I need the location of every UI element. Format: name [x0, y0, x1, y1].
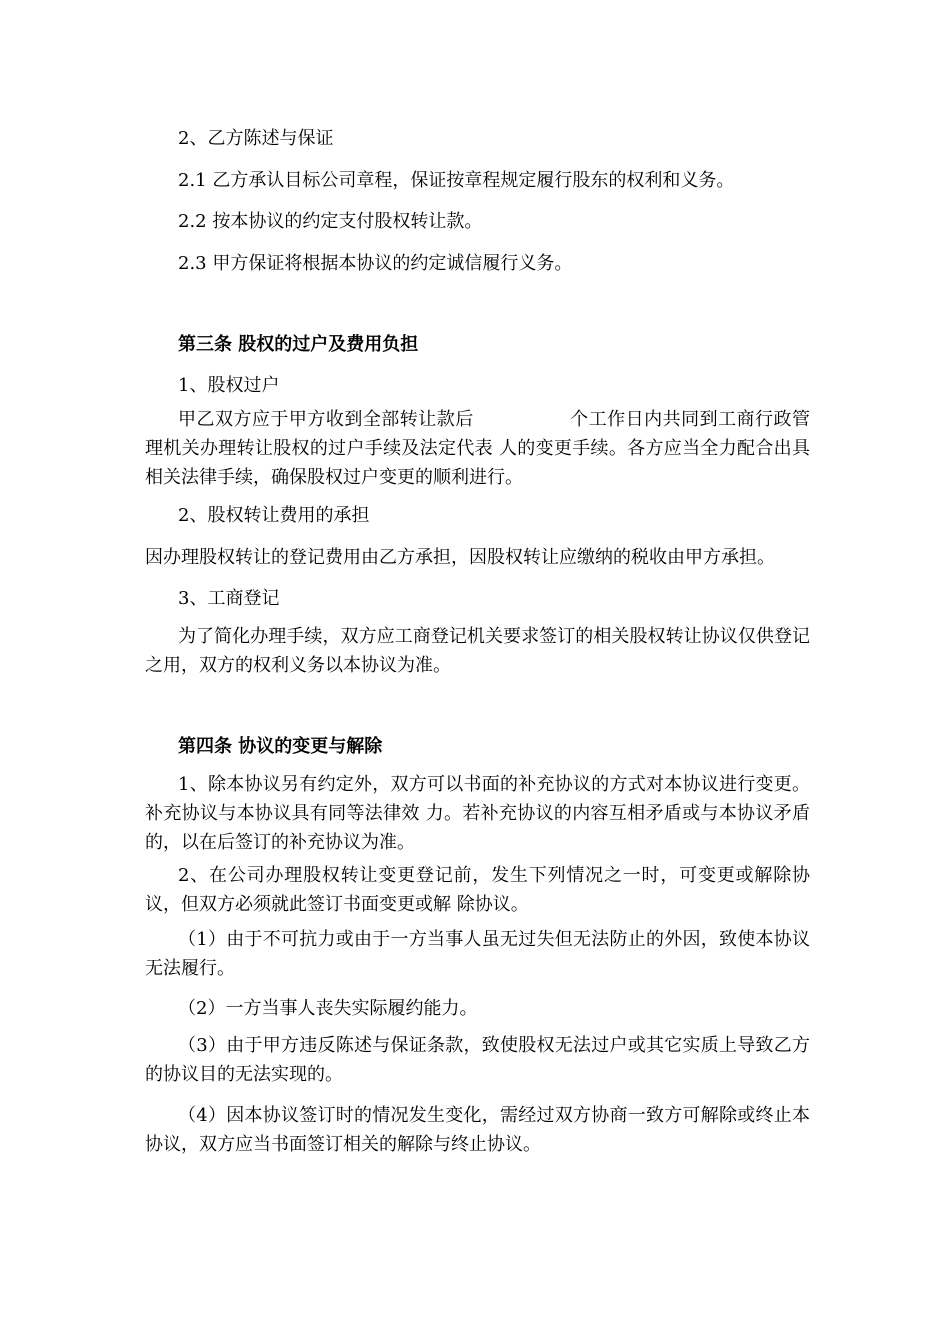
- clause-2-2: 2.2 按本协议的约定支付股权转让款。: [178, 211, 483, 232]
- sub1-text-start: 甲乙双方应于甲方收到全部转让款后: [178, 409, 474, 430]
- article-3-title: 第三条 股权的过户及费用负担: [178, 334, 419, 355]
- article-4-para-2: 2、在公司办理股权转让变更登记前，发生下列情况之一时，可变更或解除协议，但双方必须就此签订书面变更或解 除协议。: [145, 865, 810, 915]
- article-3-sub2-text: 因办理股权转让的登记费用由乙方承担，因股权转让应缴纳的税收由甲方承担。: [145, 547, 775, 568]
- article-3-sub3-text: 为了简化办理手续，双方应工商登记机关要求签订的相关股权转让协议仅供登记之用，双方的权利义务以本协议为准。: [145, 626, 810, 676]
- condition-4: （4）因本协议签订时的情况发生变化，需经过双方协商一致方可解除或终止本协议，双方应当书面签订相关的解除与终止协议。: [145, 1105, 810, 1155]
- sub1-text-end: 个工作日内共同到工商行政管理机关办理转让股权的过户手续及法定代表 人的变更手续。各方应当全力配合出具相关法律手续，确保股权过户变更的顺利进行。: [145, 409, 811, 488]
- article-3-sub2-heading: 2、股权转让费用的承担: [178, 505, 370, 526]
- condition-3: （3）由于甲方违反陈述与保证条款，致使股权无法过户或其它实质上导致乙方的协议目的无法实现的。: [145, 1035, 810, 1085]
- clause-2-1: 2.1 乙方承认目标公司章程，保证按章程规定履行股东的权利和义务。: [178, 170, 735, 191]
- article-3-sub1-paragraph: [145, 405, 810, 492]
- article-4-title: 第四条 协议的变更与解除: [178, 736, 383, 757]
- condition-2: （2）一方当事人丧失实际履约能力。: [178, 998, 478, 1019]
- article-4-para-1: 1、除本协议另有约定外，双方可以书面的补充协议的方式对本协议进行变更。补充协议与本协议具有同等法律效 力。若补充协议的内容互相矛盾或与本协议矛盾的，以在后签订的补充协议为准。: [145, 774, 810, 853]
- article-3-sub3-heading: 3、工商登记: [178, 588, 280, 609]
- article-3-sub1-heading: 1、股权过户: [178, 375, 280, 396]
- section-heading-representations: 2、乙方陈述与保证: [178, 128, 334, 149]
- condition-1: （1）由于不可抗力或由于一方当事人虽无过失但无法防止的外因，致使本协议无法履行。: [145, 929, 810, 979]
- clause-2-3: 2.3 甲方保证将根据本协议的约定诚信履行义务。: [178, 253, 573, 274]
